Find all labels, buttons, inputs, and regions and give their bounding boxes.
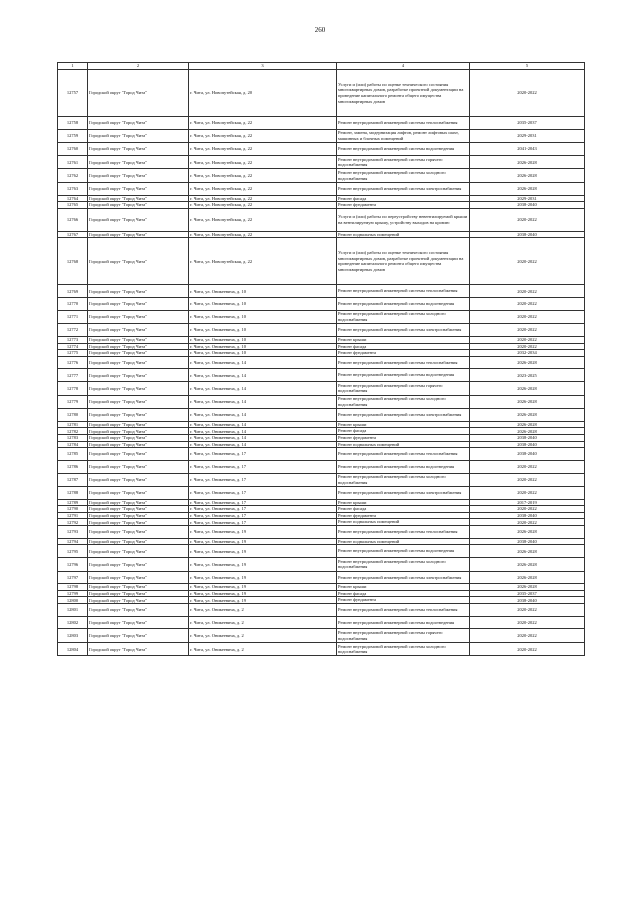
address: г. Чита, ул. Оникеевича, д. 19	[189, 526, 337, 539]
municipality: Городской округ "Город Чита"	[88, 448, 189, 461]
municipality: Городской округ "Город Чита"	[88, 428, 189, 435]
table-row	[58, 129, 585, 143]
column-header: 1	[58, 63, 88, 70]
work-type: Ремонт внутридомовой инженерной системы теплоснабжения	[337, 448, 470, 461]
work-type: Ремонт внутридомовой инженерной системы холодного водоснабжения	[337, 642, 470, 656]
municipality: Городской округ "Город Чита"	[88, 545, 189, 558]
table-row	[58, 545, 585, 558]
municipality: Городской округ "Город Чита"	[88, 558, 189, 572]
municipality: Городской округ "Город Чита"	[88, 356, 189, 369]
address: г. Чита, ул. Оникеевича, д. 17	[189, 506, 337, 513]
work-type: Ремонт внутридомовой инженерной системы электроснабжения	[337, 182, 470, 195]
table-row	[58, 616, 585, 629]
period: 2020-2022	[470, 70, 585, 117]
address: г. Чита, ул. Оникеевича, д. 10	[189, 336, 337, 343]
table-row	[58, 350, 585, 357]
row-number: 12782	[58, 428, 88, 435]
row-number: 12768	[58, 238, 88, 285]
work-type: Ремонт внутридомовой инженерной системы водоотведения	[337, 616, 470, 629]
row-number: 12797	[58, 571, 88, 584]
row-number: 12777	[58, 369, 88, 382]
municipality: Городской округ "Город Чита"	[88, 343, 189, 350]
work-type: Ремонт внутридомовой инженерной системы электроснабжения	[337, 409, 470, 422]
period: 2026-2028	[470, 155, 585, 169]
row-number: 12763	[58, 182, 88, 195]
work-type: Ремонт крыши	[337, 336, 470, 343]
row-number: 12793	[58, 526, 88, 539]
period: 2020-2022	[470, 310, 585, 324]
row-number: 12764	[58, 195, 88, 202]
address: г. Чита, ул. Оникеевича, д. 14	[189, 409, 337, 422]
work-type: Ремонт фасада	[337, 195, 470, 202]
page-number: 260	[314, 26, 326, 34]
period: 2035-2037	[470, 590, 585, 597]
table-row	[58, 169, 585, 183]
municipality: Городской округ "Город Чита"	[88, 310, 189, 324]
table-row	[58, 538, 585, 545]
table-row	[58, 642, 585, 656]
repair-schedule-table	[57, 62, 585, 656]
work-type: Ремонт внутридомовой инженерной системы водоотведения	[337, 460, 470, 473]
table-row	[58, 571, 585, 584]
work-type: Услуги и (или) работы по переустройству невентилируемой крыши на вентилируемую крышу, устройству выходов на кровлю	[337, 208, 470, 231]
column-header: 3	[189, 63, 337, 70]
period: 2026-2028	[470, 421, 585, 428]
address: г. Чита, ул. Новопутейская, д. 22	[189, 208, 337, 231]
period: 2038-2040	[470, 597, 585, 604]
table-body	[58, 70, 585, 656]
address: г. Чита, ул. Оникеевича, д. 19	[189, 584, 337, 591]
row-number: 12788	[58, 487, 88, 500]
period: 2020-2022	[470, 616, 585, 629]
table-row	[58, 604, 585, 617]
municipality: Городской округ "Город Чита"	[88, 642, 189, 656]
row-number: 12781	[58, 421, 88, 428]
row-number: 12789	[58, 499, 88, 506]
address: г. Чита, ул. Оникеевича, д. 14	[189, 428, 337, 435]
row-number: 12766	[58, 208, 88, 231]
address: г. Чита, ул. Оникеевича, д. 10	[189, 350, 337, 357]
municipality: Городской округ "Город Чита"	[88, 487, 189, 500]
table-row	[58, 298, 585, 311]
table-row	[58, 238, 585, 285]
work-type: Ремонт внутридомовой инженерной системы теплоснабжения	[337, 356, 470, 369]
municipality: Городской округ "Город Чита"	[88, 434, 189, 441]
work-type: Ремонт внутридомовой инженерной системы электроснабжения	[337, 324, 470, 337]
table-row	[58, 409, 585, 422]
period: 2020-2022	[470, 336, 585, 343]
period: 2020-2022	[470, 238, 585, 285]
address: г. Чита, ул. Новопутейская, д. 22	[189, 143, 337, 156]
row-number: 12780	[58, 409, 88, 422]
row-number: 12762	[58, 169, 88, 183]
table-row	[58, 369, 585, 382]
address: г. Чита, ул. Оникеевича, д. 10	[189, 343, 337, 350]
row-number: 12791	[58, 512, 88, 519]
row-number: 12757	[58, 70, 88, 117]
address: г. Чита, ул. Новопутейская, д. 22	[189, 182, 337, 195]
work-type: Ремонт внутридомовой инженерной системы холодного водоснабжения	[337, 558, 470, 572]
address: г. Чита, ул. Оникеевича, д. 14	[189, 441, 337, 448]
row-number: 12792	[58, 519, 88, 526]
table-row	[58, 506, 585, 513]
period: 2038-2040	[470, 441, 585, 448]
table-row	[58, 428, 585, 435]
address: г. Чита, ул. Оникеевича, д. 2	[189, 642, 337, 656]
row-number: 12785	[58, 448, 88, 461]
address: г. Чита, ул. Оникеевича, д. 19	[189, 597, 337, 604]
municipality: Городской округ "Город Чита"	[88, 208, 189, 231]
period: 2026-2028	[470, 169, 585, 183]
address: г. Чита, ул. Оникеевича, д. 14	[189, 382, 337, 396]
period: 2038-2040	[470, 512, 585, 519]
address: г. Чита, ул. Оникеевича, д. 10	[189, 285, 337, 298]
municipality: Городской округ "Город Чита"	[88, 336, 189, 343]
address: г. Чита, ул. Оникеевича, д. 17	[189, 519, 337, 526]
municipality: Городской округ "Город Чита"	[88, 409, 189, 422]
row-number: 12774	[58, 343, 88, 350]
work-type: Ремонт фасада	[337, 428, 470, 435]
work-type: Ремонт, замена, модернизация лифтов, ремонт лифтовых шахт, машинных и блочных помещений	[337, 129, 470, 143]
row-number: 12760	[58, 143, 88, 156]
work-type: Ремонт фасада	[337, 506, 470, 513]
table-row	[58, 499, 585, 506]
period: 2020-2022	[470, 629, 585, 643]
row-number: 12802	[58, 616, 88, 629]
period: 2038-2040	[470, 231, 585, 238]
period: 2020-2022	[470, 343, 585, 350]
work-type: Ремонт внутридомовой инженерной системы водоотведения	[337, 298, 470, 311]
municipality: Городской округ "Город Чита"	[88, 70, 189, 117]
table-row	[58, 382, 585, 396]
address: г. Чита, ул. Оникеевича, д. 19	[189, 571, 337, 584]
municipality: Городской округ "Город Чита"	[88, 506, 189, 513]
row-number: 12787	[58, 473, 88, 487]
column-header: 5	[470, 63, 585, 70]
municipality: Городской округ "Город Чита"	[88, 519, 189, 526]
table-row	[58, 460, 585, 473]
table-row	[58, 182, 585, 195]
address: г. Чита, ул. Оникеевича, д. 10	[189, 298, 337, 311]
table-row	[58, 558, 585, 572]
address: г. Чита, ул. Оникеевича, д. 17	[189, 460, 337, 473]
municipality: Городской округ "Город Чита"	[88, 616, 189, 629]
table-header-row	[58, 63, 585, 70]
municipality: Городской округ "Город Чита"	[88, 526, 189, 539]
period: 2026-2028	[470, 584, 585, 591]
table-row	[58, 195, 585, 202]
row-number: 12770	[58, 298, 88, 311]
address: г. Чита, ул. Оникеевича, д. 2	[189, 604, 337, 617]
municipality: Городской округ "Город Чита"	[88, 369, 189, 382]
address: г. Чита, ул. Оникеевича, д. 17	[189, 499, 337, 506]
work-type: Ремонт фундамента	[337, 350, 470, 357]
row-number: 12765	[58, 202, 88, 209]
municipality: Городской округ "Город Чита"	[88, 597, 189, 604]
period: 2035-2037	[470, 117, 585, 130]
row-number: 12790	[58, 506, 88, 513]
row-number: 12773	[58, 336, 88, 343]
address: г. Чита, ул. Оникеевича, д. 2	[189, 629, 337, 643]
table-row	[58, 395, 585, 409]
work-type: Ремонт внутридомовой инженерной системы электроснабжения	[337, 487, 470, 500]
address: г. Чита, ул. Оникеевича, д. 14	[189, 421, 337, 428]
row-number: 12761	[58, 155, 88, 169]
address: г. Чита, ул. Оникеевича, д. 19	[189, 590, 337, 597]
table-row	[58, 143, 585, 156]
table-row	[58, 584, 585, 591]
table-row	[58, 155, 585, 169]
address: г. Чита, ул. Оникеевича, д. 14	[189, 356, 337, 369]
row-number: 12771	[58, 310, 88, 324]
column-header: 4	[337, 63, 470, 70]
period: 2032-2034	[470, 350, 585, 357]
work-type: Ремонт крыши	[337, 584, 470, 591]
period: 2029-2031	[470, 195, 585, 202]
work-type: Ремонт фасада	[337, 343, 470, 350]
address: г. Чита, ул. Новопутейская, д. 22	[189, 117, 337, 130]
work-type: Ремонт внутридомовой инженерной системы электроснабжения	[337, 571, 470, 584]
period: 2020-2022	[470, 208, 585, 231]
period: 2020-2022	[470, 487, 585, 500]
work-type: Ремонт крыши	[337, 421, 470, 428]
municipality: Городской округ "Город Чита"	[88, 182, 189, 195]
work-type: Ремонт фасада	[337, 590, 470, 597]
period: 2026-2028	[470, 382, 585, 396]
work-type: Ремонт внутридомовой инженерной системы водоотведения	[337, 369, 470, 382]
period: 2038-2040	[470, 202, 585, 209]
table-row	[58, 356, 585, 369]
municipality: Городской округ "Город Чита"	[88, 285, 189, 298]
row-number: 12784	[58, 441, 88, 448]
municipality: Городской округ "Город Чита"	[88, 238, 189, 285]
period: 2038-2040	[470, 448, 585, 461]
period: 2023-2025	[470, 369, 585, 382]
address: г. Чита, ул. Оникеевича, д. 2	[189, 616, 337, 629]
table-row	[58, 343, 585, 350]
period: 2026-2028	[470, 356, 585, 369]
address: г. Чита, ул. Новопутейская, д. 22	[189, 231, 337, 238]
municipality: Городской округ "Город Чита"	[88, 473, 189, 487]
period: 2020-2022	[470, 506, 585, 513]
work-type: Ремонт фундамента	[337, 597, 470, 604]
period: 2026-2028	[470, 558, 585, 572]
table-row	[58, 441, 585, 448]
period: 2026-2028	[470, 182, 585, 195]
row-number: 12783	[58, 434, 88, 441]
municipality: Городской округ "Город Чита"	[88, 441, 189, 448]
row-number: 12759	[58, 129, 88, 143]
address: г. Чита, ул. Новопутейская, д. 22	[189, 169, 337, 183]
municipality: Городской округ "Город Чита"	[88, 629, 189, 643]
row-number: 12800	[58, 597, 88, 604]
address: г. Чита, ул. Оникеевича, д. 19	[189, 558, 337, 572]
table-row	[58, 208, 585, 231]
table-row	[58, 597, 585, 604]
address: г. Чита, ул. Оникеевича, д. 10	[189, 310, 337, 324]
row-number: 12786	[58, 460, 88, 473]
work-type: Ремонт внутридомовой инженерной системы холодного водоснабжения	[337, 169, 470, 183]
period: 2020-2022	[470, 285, 585, 298]
work-type: Ремонт фундамента	[337, 512, 470, 519]
period: 2020-2022	[470, 324, 585, 337]
address: г. Чита, ул. Оникеевича, д. 17	[189, 487, 337, 500]
work-type: Ремонт внутридомовой инженерной системы холодного водоснабжения	[337, 310, 470, 324]
row-number: 12794	[58, 538, 88, 545]
table-row	[58, 434, 585, 441]
table-row	[58, 285, 585, 298]
municipality: Городской округ "Город Чита"	[88, 324, 189, 337]
address: г. Чита, ул. Новопутейская, д. 22	[189, 129, 337, 143]
work-type: Ремонт подвальных помещений	[337, 519, 470, 526]
table-row	[58, 590, 585, 597]
row-number: 12758	[58, 117, 88, 130]
row-number: 12772	[58, 324, 88, 337]
row-number: 12778	[58, 382, 88, 396]
row-number: 12779	[58, 395, 88, 409]
period: 2020-2022	[470, 642, 585, 656]
municipality: Городской округ "Город Чита"	[88, 231, 189, 238]
period: 2026-2028	[470, 395, 585, 409]
municipality: Городской округ "Город Чита"	[88, 590, 189, 597]
municipality: Городской округ "Город Чита"	[88, 421, 189, 428]
address: г. Чита, ул. Новопутейская, д. 22	[189, 238, 337, 285]
table-row	[58, 70, 585, 117]
column-header: 2	[88, 63, 189, 70]
work-type: Ремонт внутридомовой инженерной системы теплоснабжения	[337, 285, 470, 298]
row-number: 12795	[58, 545, 88, 558]
work-type: Ремонт внутридомовой инженерной системы горячего водоснабжения	[337, 382, 470, 396]
period: 2041-2043	[470, 143, 585, 156]
period: 2017-2019	[470, 499, 585, 506]
row-number: 12799	[58, 590, 88, 597]
address: г. Чита, ул. Оникеевича, д. 14	[189, 395, 337, 409]
work-type: Ремонт подвальных помещений	[337, 441, 470, 448]
row-number: 12769	[58, 285, 88, 298]
table-row	[58, 473, 585, 487]
work-type: Ремонт фундамента	[337, 434, 470, 441]
period: 2038-2040	[470, 538, 585, 545]
municipality: Городской округ "Город Чита"	[88, 117, 189, 130]
period: 2026-2028	[470, 428, 585, 435]
municipality: Городской округ "Город Чита"	[88, 512, 189, 519]
municipality: Городской округ "Город Чита"	[88, 143, 189, 156]
work-type: Услуги и (или) работы по оценке технического состояния многоквартирных домов, разработке проектной документации на проведение капитального ремонта общего имущества многоквартирных домов	[337, 238, 470, 285]
address: г. Чита, ул. Оникеевича, д. 19	[189, 538, 337, 545]
municipality: Городской округ "Город Чита"	[88, 129, 189, 143]
address: г. Чита, ул. Оникеевича, д. 14	[189, 369, 337, 382]
table-row	[58, 448, 585, 461]
table-row	[58, 231, 585, 238]
municipality: Городской округ "Город Чита"	[88, 202, 189, 209]
period: 2026-2028	[470, 526, 585, 539]
row-number: 12804	[58, 642, 88, 656]
period: 2026-2028	[470, 545, 585, 558]
address: г. Чита, ул. Новопутейская, д. 22	[189, 202, 337, 209]
work-type: Ремонт внутридомовой инженерной системы теплоснабжения	[337, 604, 470, 617]
municipality: Городской округ "Город Чита"	[88, 155, 189, 169]
address: г. Чита, ул. Оникеевича, д. 19	[189, 545, 337, 558]
address: г. Чита, ул. Оникеевича, д. 17	[189, 473, 337, 487]
period: 2020-2022	[470, 473, 585, 487]
address: г. Чита, ул. Новопутейская, д. 22	[189, 155, 337, 169]
table-row	[58, 324, 585, 337]
municipality: Городской округ "Город Чита"	[88, 499, 189, 506]
work-type: Ремонт внутридомовой инженерной системы горячего водоснабжения	[337, 629, 470, 643]
row-number: 12803	[58, 629, 88, 643]
work-type: Ремонт внутридомовой инженерной системы горячего водоснабжения	[337, 155, 470, 169]
municipality: Городской округ "Город Чита"	[88, 460, 189, 473]
municipality: Городской округ "Город Чита"	[88, 395, 189, 409]
work-type: Ремонт внутридомовой инженерной системы холодного водоснабжения	[337, 395, 470, 409]
municipality: Городской округ "Город Чита"	[88, 538, 189, 545]
period: 2026-2028	[470, 571, 585, 584]
table-row	[58, 629, 585, 643]
address: г. Чита, ул. Оникеевича, д. 14	[189, 434, 337, 441]
address: г. Чита, ул. Оникеевича, д. 10	[189, 324, 337, 337]
row-number: 12767	[58, 231, 88, 238]
work-type: Ремонт внутридомовой инженерной системы водоотведения	[337, 143, 470, 156]
row-number: 12775	[58, 350, 88, 357]
work-type: Ремонт внутридомовой инженерной системы водоотведения	[337, 545, 470, 558]
work-type: Ремонт внутридомовой инженерной системы холодного водоснабжения	[337, 473, 470, 487]
work-type: Ремонт внутридомовой инженерной системы теплоснабжения	[337, 117, 470, 130]
row-number: 12796	[58, 558, 88, 572]
work-type: Ремонт подвальных помещений	[337, 538, 470, 545]
table-row	[58, 202, 585, 209]
period: 2020-2022	[470, 298, 585, 311]
row-number: 12798	[58, 584, 88, 591]
table-row	[58, 117, 585, 130]
municipality: Городской округ "Город Чита"	[88, 571, 189, 584]
table-row	[58, 421, 585, 428]
work-type: Ремонт подвальных помещений	[337, 231, 470, 238]
period: 2026-2028	[470, 409, 585, 422]
work-type: Ремонт фундамента	[337, 202, 470, 209]
address: г. Чита, ул. Оникеевича, д. 17	[189, 448, 337, 461]
work-type: Услуги и (или) работы по оценке технического состояния многоквартирных домов, разработке проектной документации на проведение капитального ремонта общего имущества многоквартирных домов	[337, 70, 470, 117]
work-type: Ремонт крыши	[337, 499, 470, 506]
table-row	[58, 310, 585, 324]
table-row	[58, 487, 585, 500]
work-type: Ремонт внутридомовой инженерной системы теплоснабжения	[337, 526, 470, 539]
municipality: Городской округ "Город Чита"	[88, 195, 189, 202]
period: 2038-2040	[470, 434, 585, 441]
address: г. Чита, ул. Новопутейская, д. 20	[189, 70, 337, 117]
table-row	[58, 336, 585, 343]
period: 2029-2031	[470, 129, 585, 143]
table-row	[58, 512, 585, 519]
table-row	[58, 519, 585, 526]
row-number: 12801	[58, 604, 88, 617]
table-row	[58, 526, 585, 539]
municipality: Городской округ "Город Чита"	[88, 169, 189, 183]
address: г. Чита, ул. Оникеевича, д. 17	[189, 512, 337, 519]
period: 2020-2022	[470, 519, 585, 526]
municipality: Городской округ "Город Чита"	[88, 350, 189, 357]
row-number: 12776	[58, 356, 88, 369]
municipality: Городской округ "Город Чита"	[88, 382, 189, 396]
municipality: Городской округ "Город Чита"	[88, 604, 189, 617]
address: г. Чита, ул. Новопутейская, д. 22	[189, 195, 337, 202]
municipality: Городской округ "Город Чита"	[88, 584, 189, 591]
period: 2020-2022	[470, 604, 585, 617]
municipality: Городской округ "Город Чита"	[88, 298, 189, 311]
period: 2020-2022	[470, 460, 585, 473]
